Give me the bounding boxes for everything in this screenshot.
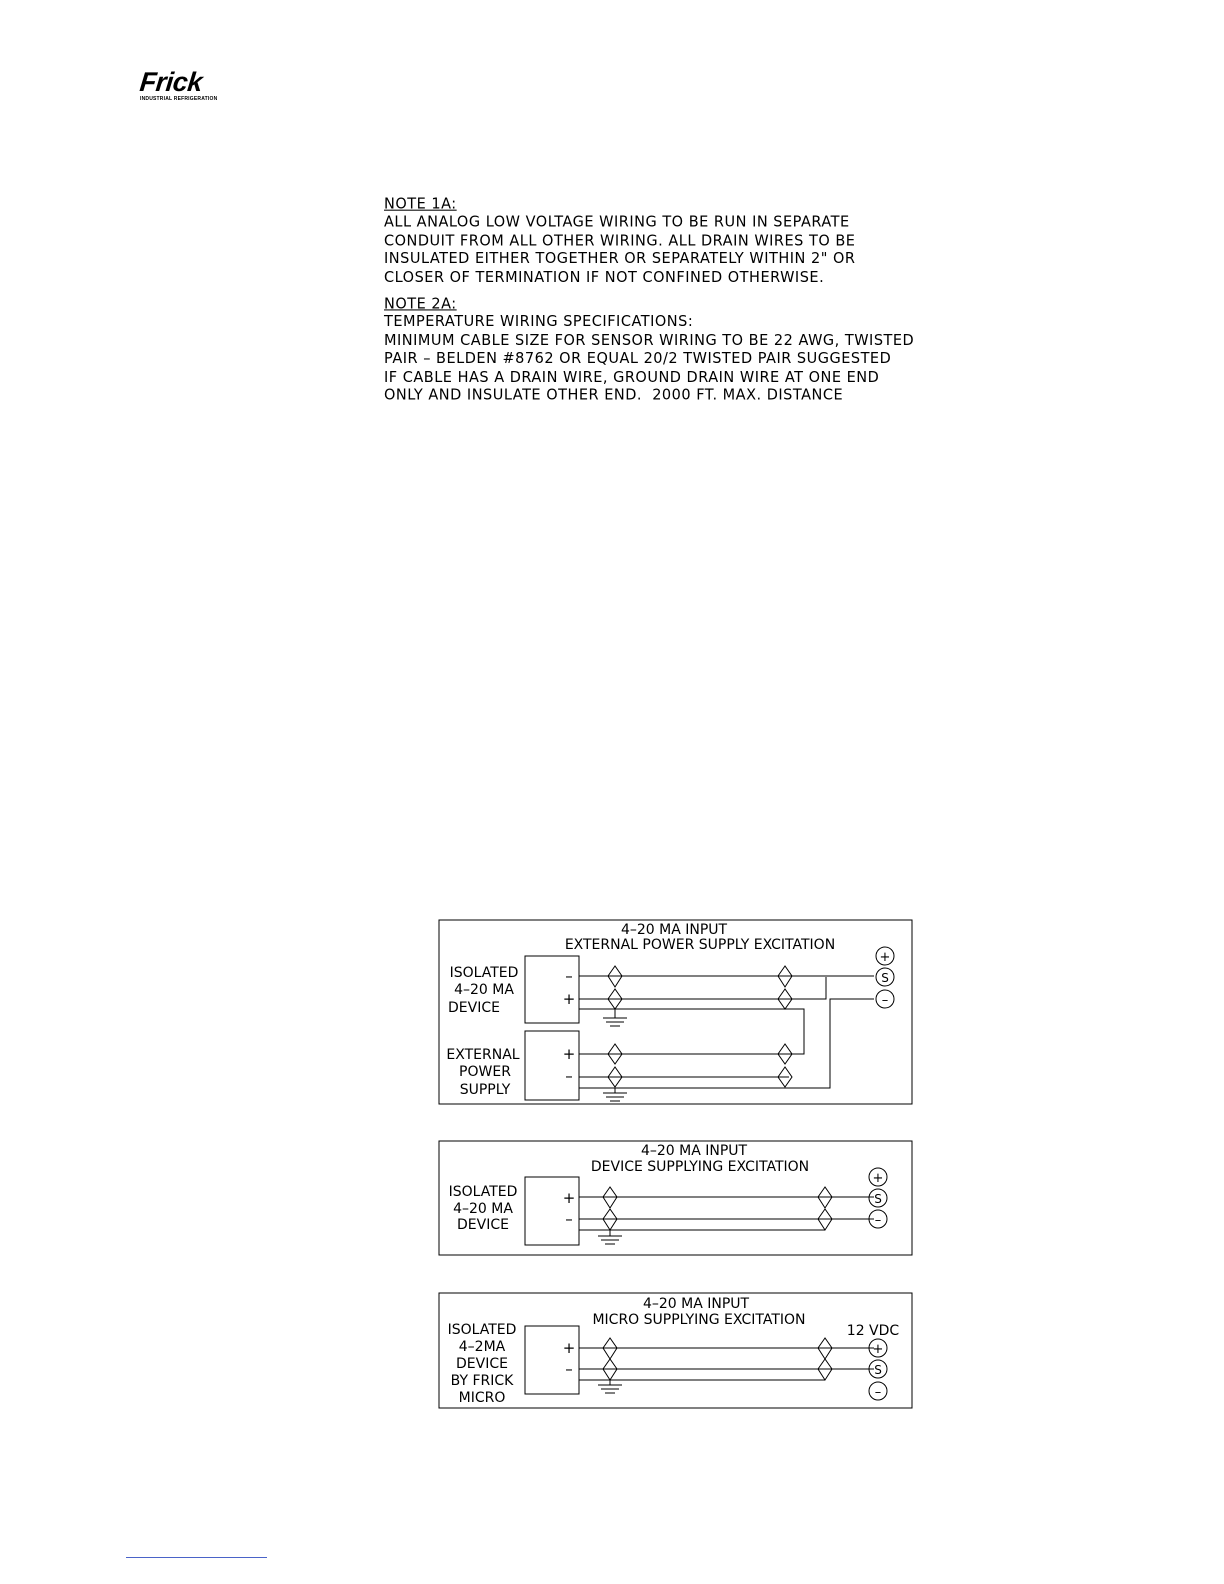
twist-marker bbox=[778, 1044, 792, 1087]
twist-marker bbox=[608, 1044, 622, 1087]
diagram-external-power-supply bbox=[438, 919, 914, 1106]
twist-marker bbox=[608, 966, 622, 1009]
frick-logo bbox=[138, 67, 232, 102]
wiring-notes bbox=[384, 196, 924, 405]
footer-rule bbox=[126, 1557, 267, 1558]
ground-symbol bbox=[598, 1230, 622, 1244]
terminal-label: + bbox=[872, 1171, 884, 1186]
note-2a-line: TEMPERATURE WIRING SPECIFICATIONS: bbox=[384, 314, 694, 331]
note-2a-line: PAIR – BELDEN #8762 OR EQUAL 20/2 TWISTED PAIR SUGGESTED bbox=[384, 350, 892, 368]
device-label: BY FRICK bbox=[450, 1373, 514, 1389]
logo-tagline: INDUSTRIAL REFRIGERATION bbox=[140, 96, 218, 102]
ground-symbol bbox=[598, 1380, 622, 1393]
twist-marker bbox=[818, 1338, 832, 1380]
device-label: 4–20 MA bbox=[454, 982, 514, 998]
device-label: ISOLATED bbox=[448, 1184, 518, 1200]
device-label: DEVICE bbox=[448, 1000, 500, 1016]
note-1a-line: CLOSER OF TERMINATION IF NOT CONFINED OTHERWISE. bbox=[384, 269, 825, 286]
diagram-title: 4–20 MA INPUT bbox=[642, 1296, 750, 1312]
logo-wordmark: Frick bbox=[138, 67, 204, 97]
wire-supply-minus bbox=[579, 999, 874, 1088]
supply-box bbox=[525, 1031, 579, 1100]
terminal-label: – bbox=[874, 1385, 882, 1400]
diagram-subtitle: EXTERNAL POWER SUPPLY EXCITATION bbox=[564, 937, 836, 953]
supply-label: EXTERNAL bbox=[446, 1047, 520, 1063]
device-terminal-sign: + bbox=[562, 1189, 576, 1207]
device-terminal-sign: – bbox=[565, 1210, 573, 1228]
diagram-micro-excitation bbox=[438, 1292, 914, 1410]
voltage-label: 12 VDC bbox=[846, 1323, 900, 1339]
device-terminal-sign: + bbox=[562, 1339, 576, 1357]
note-2a-line: MINIMUM CABLE SIZE FOR SENSOR WIRING TO BE 22 AWG, TWISTED bbox=[384, 332, 915, 350]
device-label: DEVICE bbox=[457, 1217, 509, 1233]
supply-label: SUPPLY bbox=[459, 1082, 511, 1098]
supply-terminal-sign: – bbox=[565, 1067, 573, 1085]
terminal-label: + bbox=[879, 950, 891, 965]
note-1a-line: CONDUIT FROM ALL OTHER WIRING. ALL DRAIN WIRES TO BE bbox=[384, 232, 856, 250]
supply-terminal-sign: + bbox=[562, 1045, 576, 1063]
device-label: ISOLATED bbox=[447, 1322, 517, 1338]
twist-marker bbox=[818, 1187, 832, 1230]
note-1a-line: ALL ANALOG LOW VOLTAGE WIRING TO BE RUN IN SEPARATE bbox=[384, 214, 850, 232]
diagram-subtitle: DEVICE SUPPLYING EXCITATION bbox=[590, 1159, 810, 1175]
diagram-subtitle: MICRO SUPPLYING EXCITATION bbox=[592, 1312, 806, 1328]
terminal-label: + bbox=[872, 1342, 884, 1357]
terminal-label: S bbox=[881, 971, 889, 985]
note-2a-heading: NOTE 2A: bbox=[384, 295, 457, 313]
device-terminal-sign: – bbox=[565, 1360, 573, 1378]
ground-symbol bbox=[603, 1088, 627, 1101]
note-2a-line: ONLY AND INSULATE OTHER END. 2000 FT. MAX. DISTANCE bbox=[384, 387, 844, 404]
terminal-label: S bbox=[874, 1192, 882, 1206]
device-label: 4–20 MA bbox=[453, 1201, 513, 1217]
diagram-device-excitation bbox=[438, 1140, 914, 1257]
ground-symbol bbox=[603, 1009, 627, 1026]
terminal-label: S bbox=[874, 1363, 882, 1377]
diagram-title: 4–20 MA INPUT bbox=[620, 922, 728, 938]
diagram-title: 4–20 MA INPUT bbox=[640, 1143, 748, 1159]
twist-marker bbox=[603, 1338, 617, 1380]
twist-marker bbox=[778, 966, 792, 1009]
device-terminal-sign: – bbox=[565, 967, 573, 985]
device-label: 4–2MA bbox=[458, 1339, 506, 1355]
device-label: ISOLATED bbox=[449, 965, 519, 981]
note-1a-line: INSULATED EITHER TOGETHER OR SEPARATELY WITHIN 2" OR bbox=[384, 250, 856, 268]
note-1a-heading: NOTE 1A: bbox=[384, 196, 457, 213]
twist-marker bbox=[603, 1187, 617, 1230]
terminal-label: – bbox=[874, 1213, 882, 1228]
device-label: MICRO bbox=[458, 1390, 506, 1406]
device-label: DEVICE bbox=[456, 1356, 508, 1372]
device-terminal-sign: + bbox=[562, 990, 576, 1008]
terminal-label: – bbox=[881, 993, 889, 1008]
note-2a-line: IF CABLE HAS A DRAIN WIRE, GROUND DRAIN WIRE AT ONE END bbox=[384, 368, 880, 386]
supply-label: POWER bbox=[459, 1064, 511, 1080]
